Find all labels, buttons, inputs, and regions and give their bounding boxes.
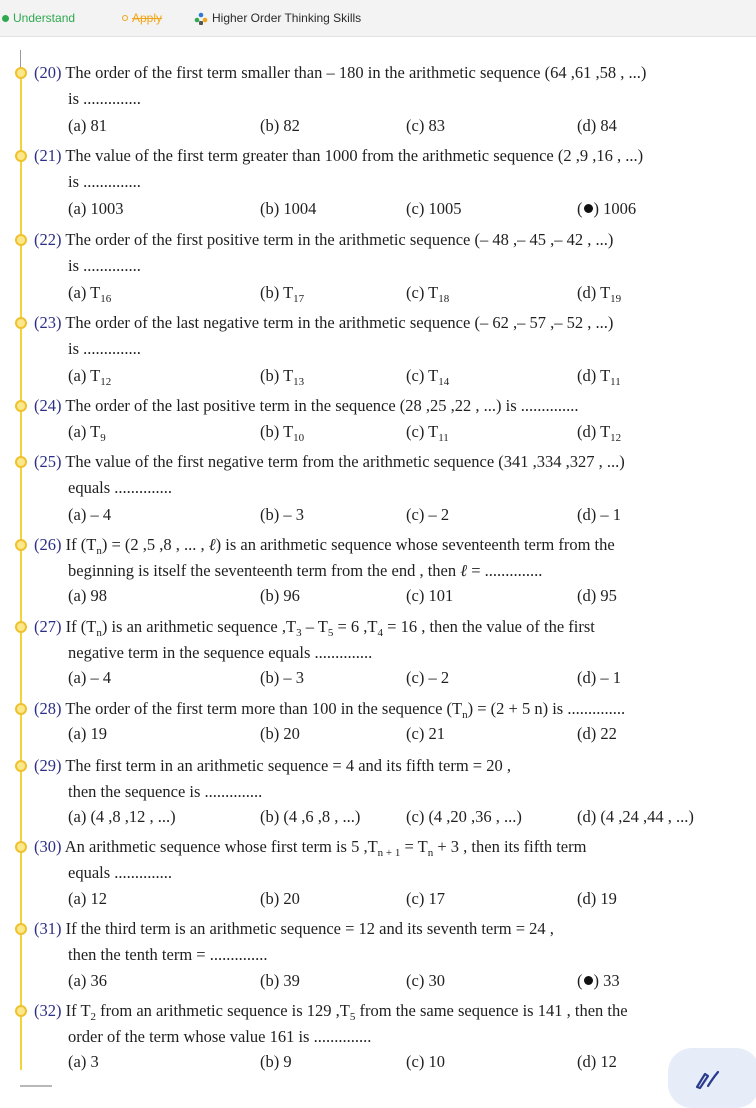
legend-hots xyxy=(194,11,361,25)
option-d[interactable]: (d) 95 xyxy=(577,586,617,605)
annotate-button[interactable] xyxy=(668,1048,756,1108)
option-b[interactable]: (b) 20 xyxy=(260,889,300,908)
option-a[interactable]: (a) – 4 xyxy=(68,668,112,687)
question-stem: (26) If $(T_n) = (2$ ,5 ,8 , ... , ℓ) is an arithmetic sequence whose seventeenth term from the xyxy=(34,535,615,557)
question-bullet-icon xyxy=(15,923,27,935)
question-stem: (23) The order of the last negative term in the arithmetic sequence (– 62 ,– 57 ,– 52 , ...) xyxy=(34,313,614,332)
option-c[interactable]: (c) (4 ,20 ,36 , ...) xyxy=(406,807,522,826)
option-a[interactable]: (a) 12 xyxy=(68,889,107,908)
option-d[interactable]: (d) 22 xyxy=(577,724,617,743)
question-bullet-icon xyxy=(15,150,27,162)
option-a[interactable]: (a) 1003 xyxy=(68,199,124,218)
option-a[interactable]: (a) $T_9$ xyxy=(68,422,106,444)
option-d[interactable]: (d) 19 xyxy=(577,889,617,908)
question-bullet-icon xyxy=(15,1005,27,1017)
question-stem-cont: then the tenth term = .............. xyxy=(68,945,268,964)
hots-people-icon xyxy=(194,12,208,25)
question-bullet-icon xyxy=(15,841,27,853)
option-d[interactable]: (d) 84 xyxy=(577,116,617,135)
option-b[interactable]: (b) 9 xyxy=(260,1052,292,1071)
option-b[interactable]: (b) 39 xyxy=(260,971,300,990)
question-stem-cont: is .............. xyxy=(68,89,141,108)
question-bullet-icon xyxy=(15,703,27,715)
question-bullet-icon xyxy=(15,760,27,772)
question-stem: (22) The order of the first positive term in the arithmetic sequence (– 48 ,– 45 ,– 42 , ...) xyxy=(34,230,614,249)
option-c[interactable]: (c) 17 xyxy=(406,889,445,908)
option-a[interactable]: (a) 36 xyxy=(68,971,107,990)
question-stem: (24) The order of the last positive term in the sequence (28 ,25 ,22 , ...) is .............. xyxy=(34,396,579,415)
option-d-selected[interactable]: ( ) 33 xyxy=(577,971,620,990)
option-b[interactable]: (b) $T_{17}$ xyxy=(260,283,305,305)
option-d[interactable]: (d) $T_{12}$ xyxy=(577,422,622,444)
question-stem: (32) If $T_2$ from an arithmetic sequence is 129 $,T_5$ from the same sequence is 141 , then the xyxy=(34,1001,628,1023)
question-bullet-icon xyxy=(15,456,27,468)
legend-understand xyxy=(2,11,75,25)
option-b[interactable]: (b) $T_{10}$ xyxy=(260,422,305,444)
option-b[interactable]: (b) 96 xyxy=(260,586,300,605)
option-d[interactable]: (d) $T_{19}$ xyxy=(577,283,622,305)
option-a[interactable]: (a) 98 xyxy=(68,586,107,605)
pen-icon xyxy=(694,1068,722,1090)
question-bullet-icon xyxy=(15,539,27,551)
option-c[interactable]: (c) 83 xyxy=(406,116,445,135)
legend-hots-label: Higher Order Thinking Skills xyxy=(212,11,362,25)
option-d[interactable]: (d) $T_{11}$ xyxy=(577,366,621,388)
question-stem-cont: equals .............. xyxy=(68,478,173,497)
option-a[interactable]: (a) $T_{16}$ xyxy=(68,283,112,305)
option-a[interactable]: (a) – 4 xyxy=(68,505,112,524)
option-c[interactable]: (c) 21 xyxy=(406,724,445,743)
question-timeline xyxy=(20,70,22,1070)
legend-understand-label: Understand xyxy=(13,11,76,25)
option-c[interactable]: (c) 101 xyxy=(406,586,454,605)
option-b[interactable]: (b) $T_{13}$ xyxy=(260,366,305,388)
option-d[interactable]: (d) (4 ,24 ,44 , ...) xyxy=(577,807,694,826)
selected-answer-mark-icon xyxy=(584,204,593,213)
option-d[interactable]: (d) – 1 xyxy=(577,505,621,524)
option-c[interactable]: (c) $T_{11}$ xyxy=(406,422,449,444)
option-c[interactable]: (c) $T_{14}$ xyxy=(406,366,450,388)
option-a[interactable]: (a) 3 xyxy=(68,1052,99,1071)
question-stem: (28) The order of the first term more than 100 in the sequence $(T_n) = (2 + 5$ n) is .............. xyxy=(34,699,626,721)
question-bullet-icon xyxy=(15,621,27,633)
apply-ring-icon xyxy=(122,15,128,21)
selected-answer-mark-icon xyxy=(584,976,593,985)
question-stem: (21) The value of the first term greater than 1000 from the arithmetic sequence (2 ,9 ,16 , ...) xyxy=(34,146,644,165)
legend-apply xyxy=(122,11,162,25)
question-stem: (27) If $(T_n)$ is an arithmetic sequence $,T_3 - T_5 = 6$ $,T_4 = 16$ , then the value of the first xyxy=(34,617,595,639)
question-stem-cont: order of the term whose value 161 is .............. xyxy=(68,1027,372,1046)
option-c[interactable]: (c) – 2 xyxy=(406,505,450,524)
question-stem-cont: then the sequence is .............. xyxy=(68,782,263,801)
option-c[interactable]: (c) 1005 xyxy=(406,199,462,218)
question-stem-cont: beginning is itself the seventeenth term from the end , then ℓ = .............. xyxy=(68,561,543,580)
option-c[interactable]: (c) 10 xyxy=(406,1052,445,1071)
option-d-selected[interactable]: ( ) 1006 xyxy=(577,199,637,218)
option-b[interactable]: (b) 82 xyxy=(260,116,300,135)
question-stem-cont: is .............. xyxy=(68,172,141,191)
option-a[interactable]: (a) $T_{12}$ xyxy=(68,366,112,388)
question-bullet-icon xyxy=(15,67,27,79)
option-c[interactable]: (c) – 2 xyxy=(406,668,450,687)
option-c[interactable]: (c) 30 xyxy=(406,971,445,990)
option-b[interactable]: (b) – 3 xyxy=(260,668,304,687)
legend-apply-label: Apply xyxy=(132,11,163,25)
understand-dot-icon xyxy=(2,15,9,22)
bottom-divider xyxy=(20,1085,52,1087)
question-stem: (30) An arithmetic sequence whose first term is 5 $,T_{n + 1} = T_n + 3$ , then its fifth term xyxy=(34,837,587,859)
question-stem-cont: negative term in the sequence equals .............. xyxy=(68,643,373,662)
option-b[interactable]: (b) 20 xyxy=(260,724,300,743)
option-d[interactable]: (d) 12 xyxy=(577,1052,617,1071)
option-a[interactable]: (a) (4 ,8 ,12 , ...) xyxy=(68,807,176,826)
skill-legend-bar xyxy=(0,0,756,37)
question-stem: (20) The order of the first term smaller than – 180 in the arithmetic sequence (64 ,61 ,58 , ...) xyxy=(34,63,647,82)
option-a[interactable]: (a) 81 xyxy=(68,116,107,135)
option-b[interactable]: (b) (4 ,6 ,8 , ...) xyxy=(260,807,361,826)
question-stem-cont: is .............. xyxy=(68,339,141,358)
question-stem-cont: is .............. xyxy=(68,256,141,275)
question-stem: (29) The first term in an arithmetic sequence = 4 and its fifth term = 20 , xyxy=(34,756,511,775)
option-a[interactable]: (a) 19 xyxy=(68,724,107,743)
option-c[interactable]: (c) $T_{18}$ xyxy=(406,283,450,305)
question-bullet-icon xyxy=(15,400,27,412)
question-stem: (31) If the third term is an arithmetic sequence = 12 and its seventh term = 24 , xyxy=(34,919,554,938)
question-bullet-icon xyxy=(15,317,27,329)
question-bullet-icon xyxy=(15,234,27,246)
question-stem-cont: equals .............. xyxy=(68,863,173,882)
question-stem: (25) The value of the first negative term from the arithmetic sequence (341 ,334 ,327 , ...) xyxy=(34,452,625,471)
option-b[interactable]: (b) 1004 xyxy=(260,199,317,218)
option-b[interactable]: (b) – 3 xyxy=(260,505,304,524)
option-d[interactable]: (d) – 1 xyxy=(577,668,621,687)
